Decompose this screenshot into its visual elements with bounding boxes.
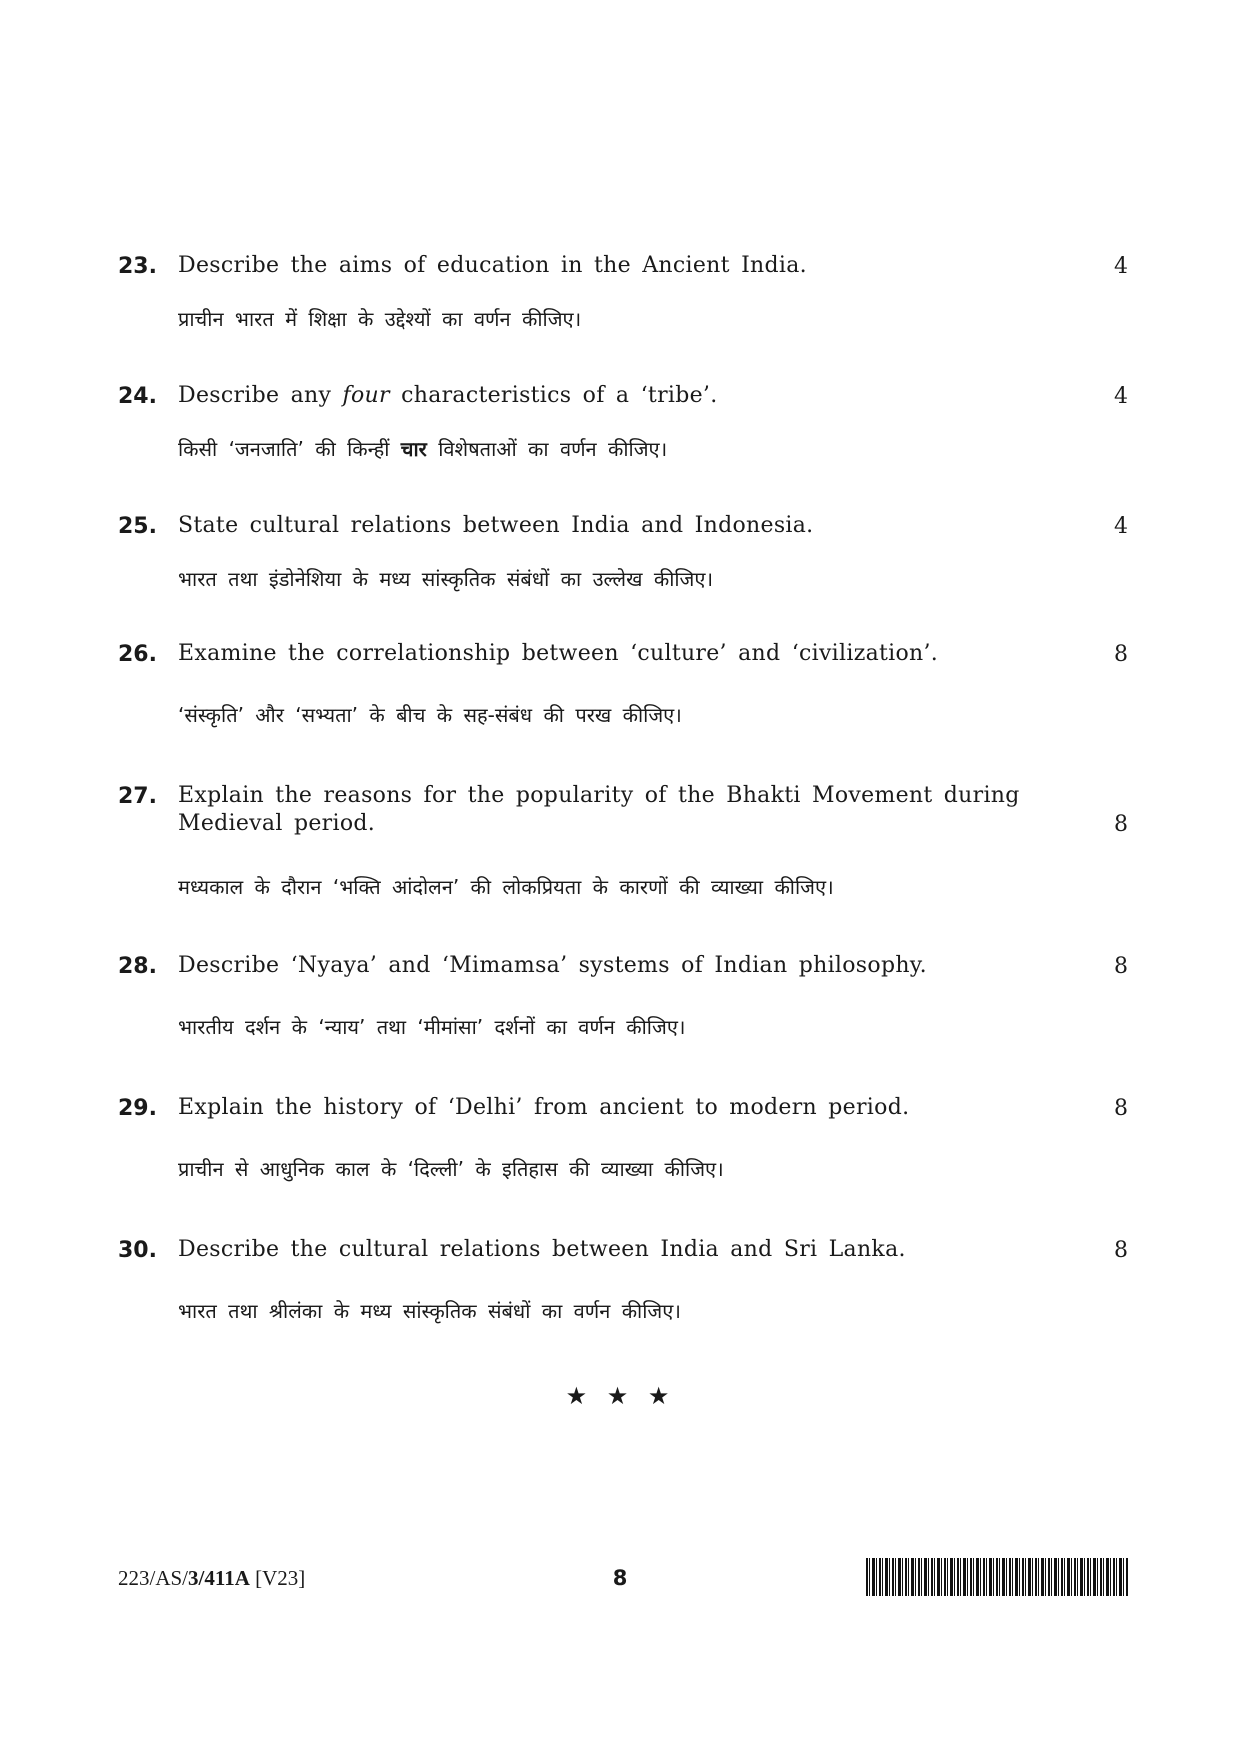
- paper-code-bold: 3/411A: [188, 1566, 250, 1590]
- question-text-hindi: प्राचीन भारत में शिक्षा के उद्देश्यों का वर्णन कीजिए।: [178, 307, 582, 331]
- paper-code-suffix: [V23]: [249, 1566, 306, 1590]
- question-marks: 4: [1114, 514, 1128, 539]
- question-number: 23.: [118, 254, 157, 279]
- question-number: 27.: [118, 784, 157, 809]
- question-marks: 8: [1114, 1096, 1128, 1121]
- question-marks: 8: [1114, 1238, 1128, 1263]
- hindi-emphasis: चार: [400, 437, 427, 461]
- question-marks: 4: [1114, 254, 1128, 279]
- question-text-english: [178, 382, 1078, 410]
- question-text-english: State cultural relations between India and Indonesia.: [178, 513, 814, 538]
- question-number: 30.: [118, 1238, 157, 1263]
- barcode-image: [866, 1558, 1128, 1596]
- question-text-english: Describe ‘Nyaya’ and ‘Mimamsa’ systems of Indian philosophy.: [178, 953, 927, 978]
- english-text-part: Describe any: [178, 383, 343, 408]
- question-number: 24.: [118, 384, 157, 409]
- question-marks: 8: [1114, 642, 1128, 667]
- paper-code-prefix: 223/AS/: [118, 1566, 189, 1590]
- hindi-text-part: विशेषताओं का वर्णन कीजिए।: [426, 437, 668, 461]
- question-text-hindi: ‘संस्कृति’ और ‘सभ्यता’ के बीच के सह-संबंध की परख कीजिए।: [178, 703, 682, 727]
- question-text-hindi: भारत तथा श्रीलंका के मध्य सांस्कृतिक संबंधों का वर्णन कीजिए।: [178, 1299, 681, 1323]
- english-emphasis: four: [342, 383, 390, 408]
- question-text-english: Describe the cultural relations between India and Sri Lanka.: [178, 1237, 906, 1262]
- question-text-english: Explain the reasons for the popularity of the Bhakti Movement during Medieval period.: [178, 783, 1020, 836]
- question-text-hindi: मध्यकाल के दौरान ‘भक्ति आंदोलन’ की लोकप्रियता के कारणों की व्याख्या कीजिए।: [178, 875, 834, 899]
- question-marks: 8: [1114, 954, 1128, 979]
- paper-code: [118, 1566, 305, 1591]
- question-number: 28.: [118, 954, 157, 979]
- question-text-hindi: भारत तथा इंडोनेशिया के मध्य सांस्कृतिक संबंधों का उल्लेख कीजिए।: [178, 567, 714, 591]
- page-number: 8: [612, 1566, 628, 1590]
- end-marker-stars: ★ ★ ★: [565, 1382, 676, 1410]
- question-number: 26.: [118, 642, 157, 667]
- hindi-text-part: किसी ‘जनजाति’ की किन्हीं: [178, 437, 401, 461]
- question-text-hindi: प्राचीन से आधुनिक काल के ‘दिल्ली’ के इतिहास की व्याख्या कीजिए।: [178, 1157, 724, 1181]
- question-text-english: Explain the history of ‘Delhi’ from ancient to modern period.: [178, 1095, 910, 1120]
- english-text-part: characteristics of a ‘tribe’.: [389, 383, 718, 408]
- question-number: 25.: [118, 514, 157, 539]
- question-marks: 4: [1114, 384, 1128, 409]
- question-text-english: Examine the correlationship between ‘culture’ and ‘civilization’.: [178, 641, 939, 666]
- question-text-hindi: [178, 434, 1078, 464]
- question-text-english: Describe the aims of education in the Ancient India.: [178, 253, 807, 278]
- question-marks: 8: [1114, 812, 1128, 837]
- question-text-hindi: भारतीय दर्शन के ‘न्याय’ तथा ‘मीमांसा’ दर्शनों का वर्णन कीजिए।: [178, 1015, 686, 1039]
- question-number: 29.: [118, 1096, 157, 1121]
